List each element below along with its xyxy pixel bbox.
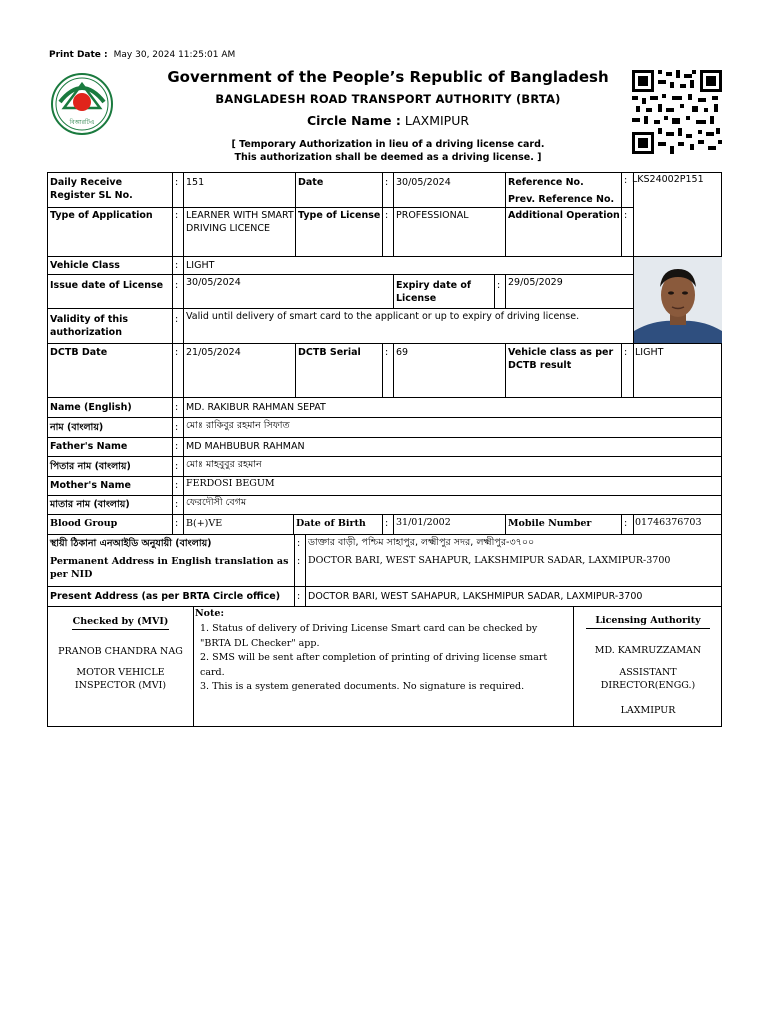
- circle-name: Circle Name : LAXMIPUR: [306, 113, 470, 128]
- type-of-license-value: PROFESSIONAL: [396, 210, 469, 221]
- print-date: Print Date : May 30, 2024 11:25:01 AM: [49, 50, 236, 60]
- prev-reference-label: Prev. Reference No.: [508, 194, 615, 205]
- licensing-authority-place: LAXMIPUR: [620, 705, 676, 716]
- authorization-note: [ Temporary Authorization in lieu of a driving license card. This authorization shall be deemed as a driving license. ]: [231, 139, 545, 163]
- checked-by-designation: MOTOR VEHICLE INSPECTOR (MVI): [74, 667, 167, 691]
- validity-label: Validity of this authorization: [50, 314, 129, 338]
- father-name-bangla-label: পিতার নাম (বাংলায়): [50, 461, 131, 472]
- type-of-application-value: LEARNER WITH SMART DRIVING LICENCE: [186, 210, 294, 234]
- validity-value: Valid until delivery of smart card to the applicant or up to expiry of driving license.: [186, 311, 580, 322]
- qr-code-icon: [632, 70, 722, 154]
- document-title: Government of the People’s Republic of Bangladesh: [167, 68, 609, 86]
- checked-by-name: PRANOB CHANDRA NAG: [58, 646, 183, 657]
- name-english-value: MD. RAKIBUR RAHMAN SEPAT: [186, 402, 326, 413]
- date-of-birth-value: 31/01/2002: [396, 517, 451, 528]
- dctb-date-label: DCTB Date: [50, 347, 108, 358]
- mobile-number-value: 01746376703: [635, 517, 702, 528]
- brta-logo-icon: [50, 72, 114, 136]
- checked-by-title: Checked by (MVI): [72, 616, 169, 627]
- note-title: Note:: [195, 608, 224, 619]
- additional-operation-label: Additional Operation: [508, 210, 620, 221]
- name-english-label: Name (English): [50, 402, 132, 413]
- blood-group-value: B(+)VE: [186, 518, 223, 529]
- licensing-authority-name: MD. KAMRUZZAMAN: [594, 645, 702, 656]
- date-label: Date: [298, 177, 324, 188]
- licensing-authority-designation: ASSISTANT DIRECTOR(ENGG.): [600, 667, 696, 691]
- license-details-table: Daily Receive Register SL No. : 151 Date : 30/05/2024 Reference No. Prev. Reference No. : LKS24002P151 Type of Application : LEARNER WITH SMART DRIVING LICENCE Type of License : PROFESSIONAL Additional Operation : Vehicle Class : LIGHT Issue date of License : 30/05/2024 Expiry date of License : 29/05/2029 Validity of this authorization : Valid until delivery of smart card to the applicant or up to expiry of driving license. DCTB Date : 21/05/2024 DCTB Serial : 69 Vehicle class as per DCTB result : LIGHT Name (English) : MD. RAKIBUR RAHMAN SEPAT নাম (বাংলায়) : মোঃ রাকিবুর রহমান সিফাত Father's Name : MD MAHBUBUR RAHMAN পিতার নাম (বাংলায়) : মোঃ মাহবুবুর রহমান Mother's Name : FERDOSI BEGUM মাতার নাম (বাংলায়) : ফেরদৌসী বেগম Blood Group : B(+)VE Date of Birth : 31/01/2002 Mobile Number : 01746376703 স্থায়ী ঠিকানা এনআইডি অনুযায়ী (বাংলায়) : ডাক্তার বাড়ী, পশ্চিম সাহাপুর, লক্ষ্মীপুর সদর, লক্ষ্মীপুর-৩৭০০ Permanent Address in English translation as per NID : DOCTOR BARI, WEST SAHAPUR, LAKSHMIPUR SADAR, LAXMIPUR-3700 Present Address (as per BRTA Circle office) : DOCTOR BARI, WEST SAHAPUR, LAKSHMIPUR SADAR, LAXMIPUR-3700 Checked by (MVI) PRANOB CHANDRA NAG MOTOR VEHICLE INSPECTOR (MVI) Note: 1. Status of delivery of Driving License Smart card can be checked by "BRTA DL Checker" app. 2. SMS will be sent after completion of printing of driving license smart card. 3. This is a system generated documents. No signature is required. Licensing Authority MD. KAMRUZZAMAN ASSISTANT DIRECTOR(ENGG.) LAXMIPUR: [47, 172, 722, 727]
- permanent-address-bangla-value: ডাক্তার বাড়ী, পশ্চিম সাহাপুর, লক্ষ্মীপুর সদর, লক্ষ্মীপুর-৩৭০০: [308, 537, 535, 548]
- present-address-value: DOCTOR BARI, WEST SAHAPUR, LAKSHMIPUR SADAR, LAXMIPUR-3700: [308, 591, 643, 602]
- present-address-label: Present Address (as per BRTA Circle office): [50, 591, 281, 602]
- reference-label: Reference No.: [508, 177, 584, 188]
- issue-date-value: 30/05/2024: [186, 277, 241, 288]
- father-name-bangla-value: মোঃ মাহবুবুর রহমান: [186, 459, 262, 470]
- permanent-address-english-label: Permanent Address in English translation as per NID: [50, 556, 289, 580]
- blood-group-label: Blood Group: [50, 518, 118, 529]
- applicant-photo: [634, 257, 722, 343]
- mother-name-value: FERDOSI BEGUM: [186, 478, 275, 489]
- mother-name-label: Mother's Name: [50, 480, 131, 491]
- father-name-label: Father's Name: [50, 441, 128, 452]
- note-list: 1. Status of delivery of Driving License Smart card can be checked by "BRTA DL Checker" app. 2. SMS will be sent after completion of printing of driving license smart card. 3. This is a system generated documents. No signature is required.: [200, 623, 548, 692]
- dctb-serial-value: 69: [396, 347, 409, 358]
- authority-name: BANGLADESH ROAD TRANSPORT AUTHORITY (BRTA): [215, 92, 561, 106]
- name-bangla-value: মোঃ রাকিবুর রহমান সিফাত: [186, 420, 290, 431]
- mother-name-bangla-label: মাতার নাম (বাংলায়): [50, 499, 130, 510]
- mother-name-bangla-value: ফেরদৌসী বেগম: [186, 497, 247, 508]
- vehicle-class-value: LIGHT: [186, 260, 215, 271]
- father-name-value: MD MAHBUBUR RAHMAN: [186, 441, 305, 452]
- name-bangla-label: নাম (বাংলায়): [50, 422, 104, 433]
- dctb-date-value: 21/05/2024: [186, 347, 241, 358]
- drr-label: Daily Receive Register SL No.: [50, 177, 133, 201]
- type-of-license-label: Type of License: [298, 210, 381, 221]
- dctb-serial-label: DCTB Serial: [298, 347, 361, 358]
- permanent-address-bangla-label: স্থায়ী ঠিকানা এনআইডি অনুযায়ী (বাংলায়): [50, 538, 212, 549]
- mobile-number-label: Mobile Number: [508, 518, 592, 529]
- date-value: 30/05/2024: [396, 177, 451, 188]
- licensing-authority-title: Licensing Authority: [595, 615, 701, 626]
- issue-date-label: Issue date of License: [50, 280, 164, 291]
- expiry-date-label: Expiry date of License: [396, 280, 472, 304]
- date-of-birth-label: Date of Birth: [296, 518, 366, 529]
- logo-text: বিআরটিএ: [69, 119, 95, 126]
- drr-value: 151: [186, 177, 205, 188]
- dctb-vehicle-class-value: LIGHT: [635, 347, 664, 358]
- vehicle-class-label: Vehicle Class: [50, 260, 120, 271]
- reference-value: LKS24002P151: [632, 174, 704, 185]
- permanent-address-english-value: DOCTOR BARI, WEST SAHAPUR, LAKSHMIPUR SADAR, LAXMIPUR-3700: [308, 555, 671, 566]
- dctb-vehicle-class-label: Vehicle class as per DCTB result: [508, 347, 614, 371]
- type-of-application-label: Type of Application: [50, 210, 153, 221]
- expiry-date-value: 29/05/2029: [508, 277, 563, 288]
